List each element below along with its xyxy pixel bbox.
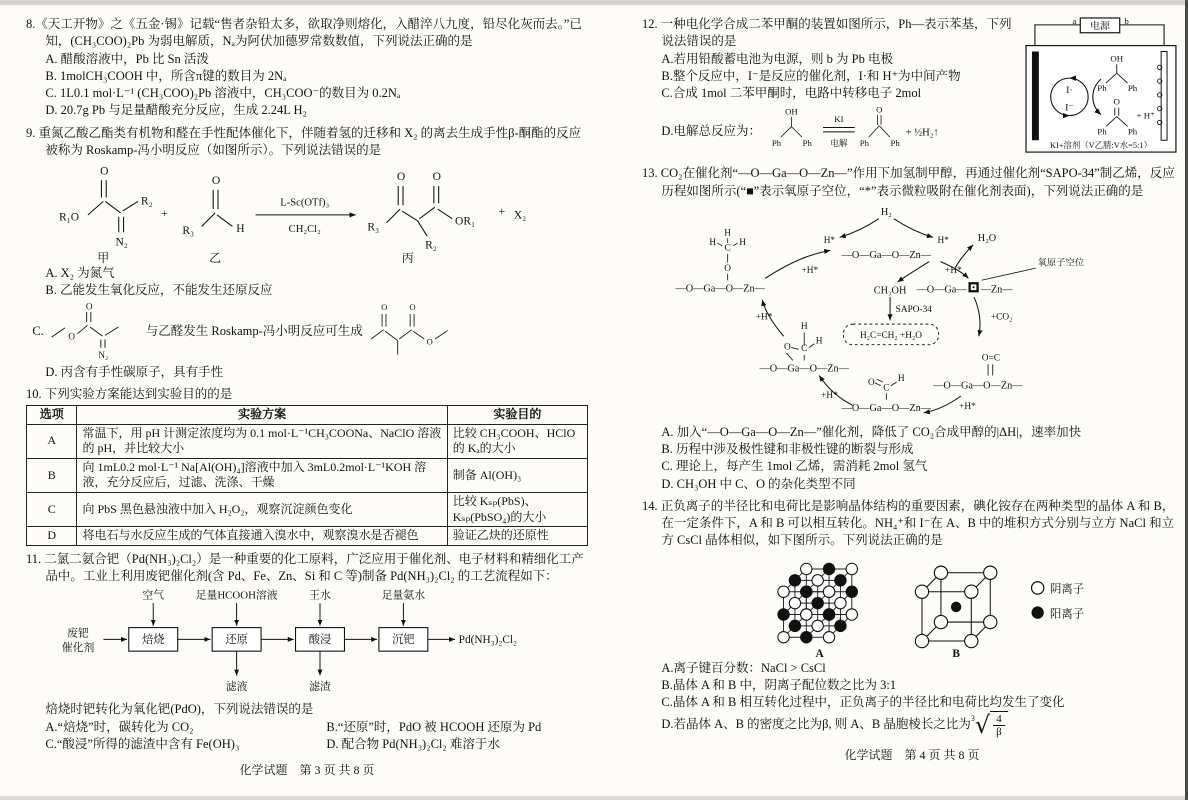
q14-option-b: B.晶体 A 和 B 中，阴离子配位数之比为 3:1 <box>661 677 897 692</box>
q12-option-a: A.若用铅酸蓄电池为电源，则 b 为 Pb 电极 <box>661 51 893 66</box>
o-label: O <box>724 263 732 274</box>
ph-label: Ph <box>1097 82 1107 93</box>
q14-crystal-diagram <box>762 550 1118 660</box>
footer-page4: 化学试题 第 4 页 共 8 页 <box>844 748 980 763</box>
anion-node <box>778 586 789 597</box>
anion-node <box>934 566 947 579</box>
q11-post-text: 焙烧时钯转化为氧化钯(PdO)，下列说法错误的是 <box>45 702 314 717</box>
row-goal: 验证乙炔的还原性 <box>447 527 587 546</box>
anion-node <box>812 574 823 585</box>
iodine-radical-label: I· <box>1066 84 1073 96</box>
table-row <box>27 424 588 458</box>
ketone-o-label: O <box>381 301 388 312</box>
flow-top-aqua-regia: 王水 <box>309 589 331 602</box>
c-label: C <box>801 343 808 354</box>
catalyst-chain-label: —Zn— <box>980 284 1013 296</box>
anion-legend-icon <box>1032 581 1044 593</box>
anion-node <box>778 631 789 642</box>
crystal-a-label: A <box>815 647 824 660</box>
q12-option-b: B.整个反应中，I⁻是反应的催化剂，I·和 H⁺为中间产物 <box>661 68 961 83</box>
product-bing <box>368 170 476 265</box>
q10-stem: 10. 下列实验方案能达到实验目的的是 <box>26 386 233 401</box>
root-numerator: 4 <box>993 713 1005 726</box>
cation-node <box>801 586 812 597</box>
root-index: 3 <box>970 714 975 724</box>
table-row <box>27 458 588 492</box>
r3-label: R₃ <box>182 224 195 238</box>
yi-label: 乙 <box>209 251 222 265</box>
n2-label: N₂ <box>115 235 129 249</box>
cation-node <box>823 563 834 574</box>
n2-label: N₂ <box>98 349 109 360</box>
q10-header-goal: 实验目的 <box>447 406 587 425</box>
electrolyte-label: KI+溶剂（V乙腈:V水=5:1） <box>1049 141 1153 151</box>
flow-input-line2: 催化剂 <box>61 642 95 655</box>
o-label: O <box>397 170 406 184</box>
oxygen-vacancy-label: 氧原子空位 <box>1037 258 1085 269</box>
h-label: H <box>800 321 808 332</box>
h-label: H <box>724 228 732 239</box>
r1o-label: R₁O <box>59 210 80 224</box>
plus-co2-label: +CO₂ <box>990 312 1013 323</box>
flow-input-line1: 废钯 <box>67 627 89 640</box>
q12-option-c: C.合成 1mol 二苯甲酮时，电路中转移电子 2mol <box>661 86 922 100</box>
q11-stem: 11. 二氯二氨合钯（Pd(NH₃)₂Cl₂）是一种重要的化工原料，广泛应用于催化剂、电子材料和精细化工产品中。工业上利用废钯催化剂(含 Pd、Fe、Zn、Si 和 C 等)制备 Pd(NH₃)₂Cl₂ 的工艺流程如下： <box>26 551 584 583</box>
q11-option-c: C.“酸浸”所得的滤渣中含有 Fe(OH)₃ <box>45 736 240 751</box>
flow-product-label: Pd(NH₃)₂Cl₂ <box>458 634 517 647</box>
cation-node <box>823 608 834 619</box>
jia-label: 甲 <box>97 251 110 265</box>
anion-node <box>835 597 846 608</box>
anion-node <box>965 634 978 647</box>
q12-option-d-label: D.电解总反应为： <box>661 123 762 138</box>
cation-legend-icon <box>1032 606 1044 618</box>
anion-node <box>965 585 978 598</box>
c-label: C <box>724 243 731 254</box>
ph-label: Ph <box>1127 126 1138 137</box>
h-label: H <box>709 237 717 248</box>
scan-edge-bottom <box>0 796 1188 800</box>
plus-h-label: +H* <box>821 390 838 401</box>
anion-node <box>934 615 947 628</box>
o-label: O <box>1113 96 1120 107</box>
ph-label: Ph <box>771 138 782 149</box>
x2-label: X₂ <box>514 208 527 222</box>
ethylene-product-label: H₂C=CH₂ +H₂O <box>860 330 922 341</box>
cycle-methanol-release <box>765 250 939 347</box>
catalyst-chain-label: —O—Ga—O—Zn— <box>841 402 932 414</box>
reactant-yi <box>183 174 245 265</box>
anion-node <box>984 615 997 628</box>
h2-product-label: + ½H₂↑ <box>905 127 939 139</box>
carbonyl-o-label: O <box>85 301 93 311</box>
q14-option-c: C.晶体 A 和 B 相互转化过程中，正负离子的半径比和电荷比均发生了变化 <box>661 695 1065 709</box>
r2-label: R₂ <box>141 194 153 208</box>
o-label: O <box>432 170 442 184</box>
q12-device-diagram <box>1018 16 1182 158</box>
page-3 <box>26 16 588 778</box>
q9-optc-reactant-structure <box>47 302 143 362</box>
h-label: H <box>236 222 245 236</box>
cycle-co2-adduct <box>932 297 1023 391</box>
q8-option-c: C. 1L0.1 mol·L⁻¹ (CH₃COO)₂Pb 溶液中，CH₃COO⁻的数目为 0.2Nₐ <box>45 86 401 100</box>
flow-box-reduce-label: 还原 <box>225 634 248 647</box>
footer-page3: 化学试题 第 3 页 共 8 页 <box>239 763 375 777</box>
cation-node <box>835 620 846 631</box>
q8-stem: 8.《天工开物》之《五金·锡》记载“售者杂铅太多，欲取净则熔化，入醋淬八九度，铅尽化灰而去。”已知，(CH₃COO)₂Pb 为弱电解质，Nₐ为阿伏加德罗常数数值，下列说法正确的是 <box>26 17 582 49</box>
cation-node <box>789 574 800 585</box>
crystal-a-nacl-lattice <box>778 563 858 643</box>
flow-box-leach-label: 酸浸 <box>308 634 332 647</box>
reactant-jia <box>59 164 153 265</box>
electrolysis-condition-label: 电解 <box>830 138 848 149</box>
cation-node <box>846 586 857 597</box>
plus-h-label: +H* <box>945 265 962 276</box>
crystal-b-cscl-cell <box>915 566 997 648</box>
ester-o-label: O <box>68 331 75 341</box>
anion-node <box>846 608 857 619</box>
q13-option-d: D. CH₃OH 中 C、O 的杂化类型不同 <box>661 476 856 491</box>
cation-node <box>801 631 812 642</box>
h-plus-label: + H⁺ <box>1136 110 1155 121</box>
vacancy-square-dot <box>973 286 975 288</box>
cation-node <box>778 608 789 619</box>
r2-label: R₂ <box>425 238 438 252</box>
q12-stem: 12. 一种电化学合成二苯甲酮的装置如图所示，Ph—表示苯基，下列说法错误的是 <box>642 17 1012 49</box>
q9-reaction-scheme <box>26 159 588 265</box>
o-label: O <box>876 104 883 115</box>
or1-label: OR₁ <box>455 214 476 228</box>
q11-option-b: B.“还原”时，PdO 被 HCOOH 还原为 Pd <box>326 719 542 734</box>
h2-label: H₂ <box>880 206 892 218</box>
h-label: H <box>897 373 905 384</box>
h2o-label: H₂O <box>977 232 997 244</box>
left-electrode <box>1032 52 1039 141</box>
anion-node <box>915 585 928 598</box>
plus-h-label: +H* <box>755 312 773 323</box>
row-plan: 向 1mL0.2 mol·L⁻¹ Na[Al(OH)₄]溶液中加入 3mL0.2mol·L⁻¹KOH 溶液，充分反应后，过滤、洗涤、干燥 <box>77 458 447 492</box>
q9-option-c-text: 与乙醛发生 Roskamp-冯小明反应可生成 <box>145 323 363 338</box>
q9-option-d: D. 丙含有手性碳原子，具有手性 <box>45 364 224 379</box>
row-goal: 比较 CH₃COOH、HClO 的 Kₐ的大小 <box>447 424 587 458</box>
q9-option-c <box>26 300 588 364</box>
ph-label: Ph <box>802 138 812 149</box>
q8-option-a: A. 醋酸溶液中，Pb 比 Sn 活泼 <box>45 51 209 66</box>
q9-stem: 9. 重氮乙酸乙酯类有机物和醛在手性配体催化下，伴随着氢的迁移和 X₂ 的离去生成手性β-酮酯的反应被称为 Roskamp-冯小明反应（如图所示）。下列说法错误的是 <box>26 125 582 157</box>
table-row <box>27 527 588 546</box>
crystal-legend <box>1032 581 1085 620</box>
flow-bottom-filtrate: 滤液 <box>225 681 248 694</box>
row-key: B <box>27 458 77 492</box>
row-key: C <box>27 492 77 526</box>
o-label: O <box>868 377 875 388</box>
question-11 <box>26 551 588 753</box>
h-label: H <box>815 336 823 347</box>
anion-legend-label: 阴离子 <box>1050 583 1085 596</box>
crystal-b-label: B <box>952 647 960 660</box>
flow-top-ammonia: 足量氨水 <box>381 589 426 602</box>
question-8 <box>26 16 588 120</box>
h-ads-label: H* <box>823 235 836 246</box>
q13-option-a: A. 加入“—O—Ga—O—Zn—”催化剂，降低了 CO₂合成甲醇的|ΔH|，速率加快 <box>661 424 1082 439</box>
terminal-a-label: a <box>1072 16 1077 26</box>
q13-option-c: C. 理论上，每产生 1mol 乙烯，需消耗 2mol 氢气 <box>661 459 928 474</box>
cation-node <box>812 597 823 608</box>
solvent-label: CH₂Cl₂ <box>288 224 321 236</box>
cycle-top-species <box>824 207 950 261</box>
reaction-arrow <box>256 197 356 235</box>
row-goal: 制备 Al(OH)₃ <box>447 458 587 492</box>
flow-top-hcooh: 足量HCOOH溶液 <box>195 589 278 602</box>
ph-label: Ph <box>1097 126 1107 137</box>
q11-options <box>26 719 588 754</box>
q9-optc-product-structure <box>366 300 484 364</box>
q13-option-b: B. 历程中涉及极性键和非极性键的断裂与形成 <box>661 442 914 456</box>
ester-o-label: O <box>426 335 433 346</box>
ph-label: Ph <box>1127 82 1138 93</box>
cation-node <box>789 620 800 631</box>
row-goal: 比较 Kₛₚ(PbS)、Kₛₚ(PbSO₄)的大小 <box>447 492 587 526</box>
cation-center-node <box>951 601 961 611</box>
q9-option-c-letter: C. <box>32 323 44 338</box>
question-12 <box>642 16 1182 160</box>
q13-stem: 13. CO₂在催化剂“—O—Ga—O—Zn—”作用下加氢制甲醇，再通过催化剂“SAPO-34”制乙烯，反应历程如图所示(“■”表示氧原子空位，“*”表示微粒吸附在催化剂表面)，下列说法正确的是 <box>642 166 1175 198</box>
q10-header-plan: 实验方案 <box>77 406 447 425</box>
q14-option-a: A.离子键百分数：NaCl > CsCl <box>661 660 826 675</box>
root-denominator: β <box>996 726 1002 739</box>
q9-scheme-svg <box>45 159 550 265</box>
table-row <box>27 492 588 526</box>
q11-option-d: D. 配合物 Pd(NH₃)₂Cl₂ 难溶于水 <box>326 736 500 751</box>
methanol-label: CH₃OH <box>873 285 907 297</box>
row-plan: 向 PbS 黑色悬浊液中加入 H₂O₂，观察沉淀颜色变化 <box>77 492 447 526</box>
row-key: D <box>27 527 77 546</box>
q10-table <box>26 405 588 546</box>
o-label: O <box>784 342 791 353</box>
row-key: A <box>27 424 77 458</box>
row-plan: 将电石与水反应生成的气体直接通入溴水中，观察溴水是否褪色 <box>77 527 447 546</box>
question-14 <box>642 498 1182 739</box>
ki-condition-label: KI <box>834 114 844 125</box>
plus-sign: + <box>161 205 169 220</box>
flow-top-air: 空气 <box>142 589 165 602</box>
flow-bottom-residue: 滤渣 <box>309 681 331 694</box>
iodide-label: I⁻ <box>1065 102 1074 114</box>
o-label: O <box>212 174 221 188</box>
catalyst-label: L-Sc(OTf)₃ <box>280 197 330 209</box>
anion-node <box>789 597 800 608</box>
oc-label: O=C <box>981 353 1000 364</box>
c-label: C <box>883 383 890 394</box>
catalyst-chain-label: —O—Ga—O—Zn— <box>841 249 932 261</box>
q8-option-d: D. 20.7g Pb 与足量醋酸充分反应，生成 2.24L H₂ <box>45 103 307 118</box>
q14-option-d-text: D.若晶体 A、B 的密度之比为β, 则 A、B 晶胞棱长之比为 <box>661 717 971 732</box>
q8-option-b: B. 1molCH₃COOH 中，所含π键的数目为 2Nₐ <box>45 68 287 83</box>
r3-label: R₃ <box>367 220 380 234</box>
h-label: H <box>739 237 746 248</box>
catalyst-chain-label: —O—Ga—O—Zn— <box>933 380 1023 392</box>
h-ads-label: H* <box>937 235 949 246</box>
ester-carbonyl-o-label: O <box>409 301 416 312</box>
page-4 <box>642 16 1182 778</box>
cation-node <box>835 574 846 585</box>
q12-electrolysis-equation <box>761 102 973 160</box>
q11-option-a: A.“焙烧”时，碳转化为 CO₂ <box>45 719 194 734</box>
ph-label: Ph <box>890 138 900 149</box>
plus-h-label: +H* <box>959 401 976 412</box>
flow-box-precipitate-label: 沉钯 <box>392 634 415 647</box>
flow-box-roast-label: 焙烧 <box>141 634 165 647</box>
q14-stem: 14. 正负离子的半径比和电荷比是影响晶体结构的重要因素，碘化铵存在两种类型的晶体 A 和 B，在一定条件下，A 和 B 可以相互转化。NH₄⁺和 I⁻在 A、B 中的堆积方式分别与立方 NaCl 和立方 CsCl 晶体相似，如下图所示。下列说法正确的是 <box>642 498 1175 548</box>
cube-root-expression <box>971 711 1008 738</box>
row-plan: 常温下，用 pH 计测定浓度均为 0.1 mol·L⁻¹CH₃COONa、NaClO 溶液的 pH，并比较大小 <box>77 424 447 458</box>
anion-node <box>812 620 823 631</box>
q10-header-row <box>27 406 588 425</box>
anion-node <box>823 586 834 597</box>
anion-node <box>823 631 834 642</box>
anion-node <box>984 566 997 579</box>
q9-option-a: A. X₂ 为氮气 <box>45 266 115 280</box>
ph-label: Ph <box>859 138 870 149</box>
catalyst-chain-label: —O—Ga— <box>916 284 967 296</box>
oh-label: OH <box>1110 53 1124 64</box>
anion-node <box>801 563 812 574</box>
plus-sign: + <box>498 203 506 218</box>
q10-header-option: 选项 <box>27 406 77 425</box>
catalyst-chain-label: —O—Ga—O—Zn— <box>675 283 765 295</box>
q13-cycle-diagram <box>662 200 1162 424</box>
scan-edge-top <box>0 0 1188 5</box>
bing-label: 丙 <box>402 251 415 265</box>
o-label: O <box>100 164 109 178</box>
q14-option-d <box>642 711 1008 738</box>
power-supply-label: 电源 <box>1090 20 1110 32</box>
cycle-bridge-species <box>758 322 852 406</box>
q12-option-d <box>642 102 973 160</box>
cycle-methoxy-species <box>674 228 783 336</box>
catalyst-chain-label: —O—Ga—O—Zn— <box>759 363 849 375</box>
cation-legend-label: 阳离子 <box>1050 607 1085 620</box>
anion-node <box>846 563 857 574</box>
anion-node <box>915 634 928 647</box>
q9-option-b: B. 乙能发生氧化反应，不能发生还原反应 <box>45 283 273 298</box>
oh-label: OH <box>785 106 798 117</box>
terminal-b-label: b <box>1124 16 1129 26</box>
question-9 <box>26 125 588 381</box>
q11-flow-diagram <box>26 585 556 701</box>
question-10 <box>26 386 588 546</box>
question-13 <box>642 165 1182 493</box>
plus-h-label: +H* <box>801 265 819 276</box>
radical-sign: √ <box>974 710 991 739</box>
anion-node <box>801 608 812 619</box>
sapo-34-label: SAPO-34 <box>895 304 932 315</box>
